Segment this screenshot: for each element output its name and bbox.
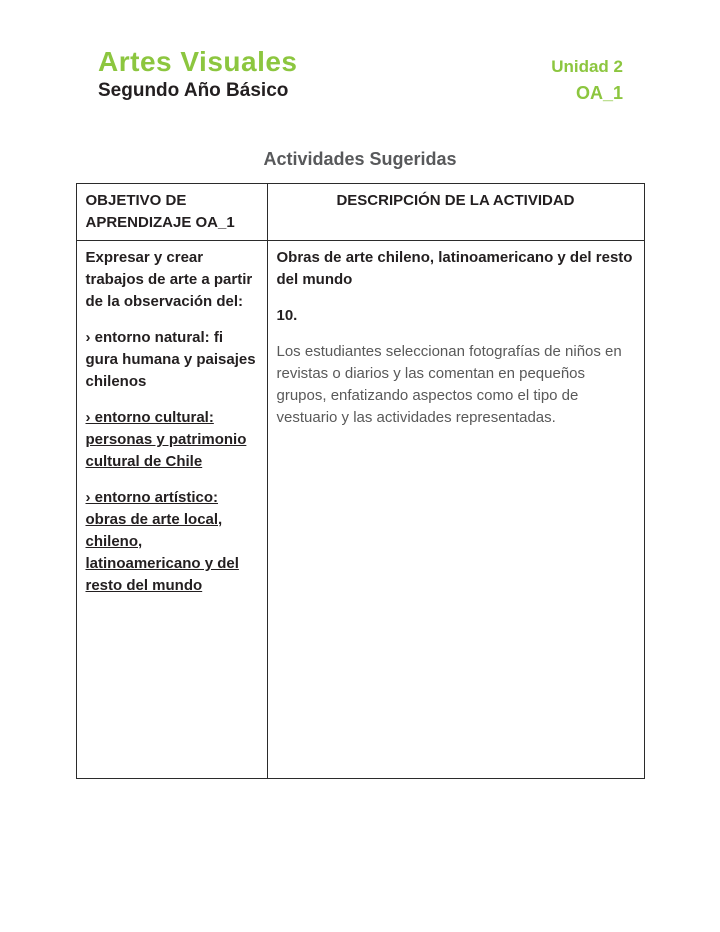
objective-column-header: OBJETIVO DE APRENDIZAJE OA_1 [76, 184, 267, 241]
unit-block [551, 46, 623, 104]
activity-cell [267, 241, 644, 779]
unit-label: Unidad 2 [551, 57, 623, 76]
objective-intro: Expresar y crear trabajos de arte a partir de la observación del: [85, 249, 253, 310]
section-title: Actividades Sugeridas [263, 149, 457, 169]
activity-number: 10. [276, 307, 298, 324]
description-column-header: DESCRIPCIÓN DE LA ACTIVIDAD [267, 184, 644, 241]
objective-bullet-natural: › entorno natural: fi gura humana y paisajes chilenos [85, 329, 256, 390]
brand-block [98, 46, 298, 102]
objective-cell [76, 241, 267, 779]
activities-table [76, 183, 645, 779]
table-header-row [76, 184, 644, 241]
oa-label: OA_1 [575, 83, 623, 103]
document-header [0, 0, 720, 104]
table-body-row [76, 241, 644, 779]
objective-bullet-cultural: › entorno cultural: personas y patrimonio cultural de Chile [85, 409, 247, 470]
brand-subtitle: Segundo Año Básico [98, 80, 289, 101]
objective-bullet-artistico: › entorno artístico: obras de arte local, chileno, latinoamericano y del resto del mundo [85, 489, 239, 594]
activity-title: Obras de arte chileno, latinoamericano y del resto del mundo [276, 249, 633, 288]
brand-title: Artes Visuales [98, 46, 298, 77]
activity-description: Los estudiantes seleccionan fotografías de niños en revistas o diarios y las comentan en pequeños grupos, enfatizando aspectos como el tipo de vestuario y las actividades representadas. [276, 343, 622, 426]
